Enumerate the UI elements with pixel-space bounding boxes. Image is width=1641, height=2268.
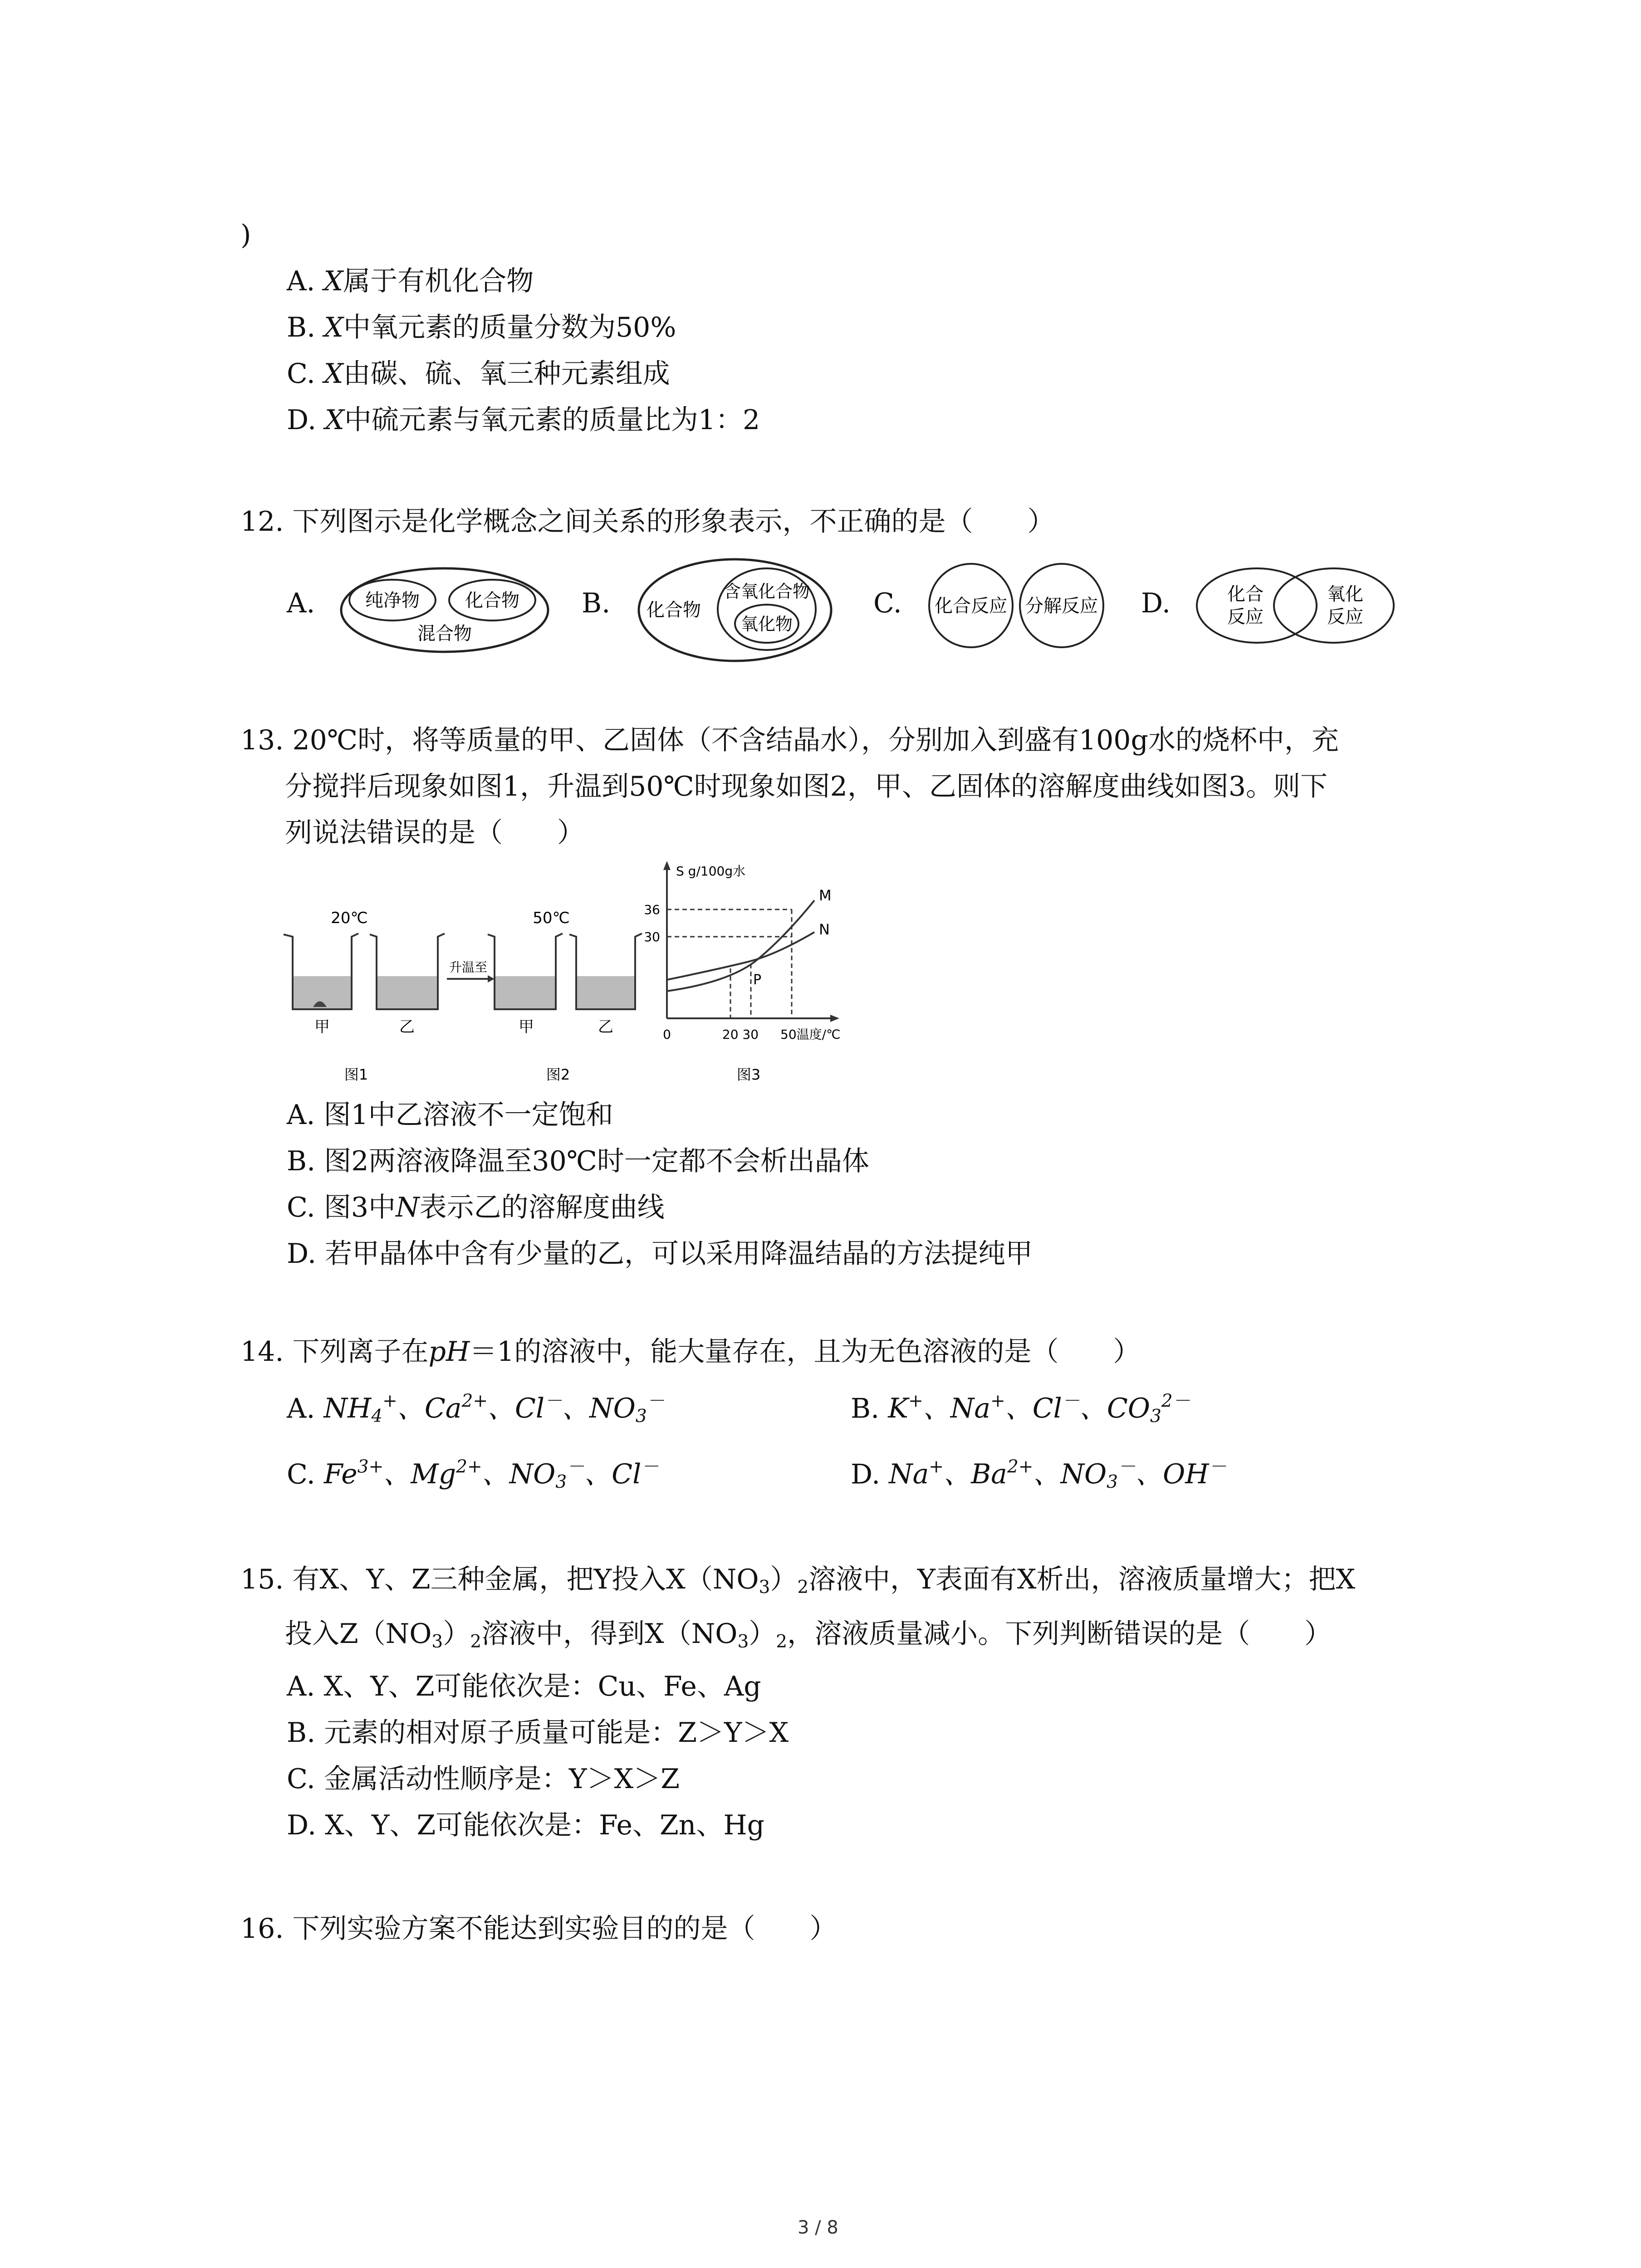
q13-option-b[interactable] — [287, 1143, 869, 1179]
var-n: N — [396, 1192, 420, 1223]
arrow-head — [488, 975, 495, 982]
ion-list: K+、Na+、Cl－、$CO_3^{2-}$ — [888, 1391, 1190, 1427]
var-x: X — [324, 312, 343, 343]
q14-stem: 14. 下列离子在pH＝1的溶液中，能大量存在，且为无色溶液的是（ ） — [240, 1336, 1141, 1368]
option-letter: A. — [287, 265, 315, 297]
q15-stem-line2: 投入$Z(NO_3)_2$溶液中，得到$X(NO_3)_2$，溶液质量减小。下列判断错误的是（ ） — [285, 1618, 1332, 1652]
q12-diagram-b — [635, 556, 835, 665]
q13-stem-line2: 分搅拌后现象如图1，升温到50℃时现象如图2，甲、乙固体的溶解度曲线如图3。则下 — [285, 771, 1327, 802]
q14-option-d[interactable] — [851, 1449, 1227, 1501]
var-x: X — [325, 404, 344, 436]
q14-option-b[interactable] — [851, 1383, 1190, 1435]
option-letter: B. — [851, 1393, 880, 1425]
label-mixture: 混合物 — [417, 623, 472, 644]
q12-option-a-letter[interactable]: A. — [287, 587, 315, 619]
q11-option-d[interactable] — [287, 402, 760, 438]
x-axis-arrow — [830, 1015, 839, 1022]
q14-option-a[interactable] — [287, 1383, 665, 1435]
label-decomposition-reaction: 分解反应 — [1025, 596, 1098, 616]
q12-diagram-a — [338, 565, 551, 655]
q12-stem: 12. 下列图示是化学概念之间关系的形象表示，不正确的是（ ） — [240, 506, 1055, 538]
q11-option-c[interactable] — [287, 356, 670, 392]
option-text: 元素的相对原子质量可能是：Z＞Y＞X — [324, 1717, 789, 1749]
option-text: 中氧元素的质量分数为50% — [343, 312, 676, 343]
label-jia: 甲 — [314, 1018, 330, 1036]
ion-list: $Fe^{3+}$、$Mg^{2+}$、$NO_3^-$、Cl－ — [323, 1457, 659, 1493]
var-x: X — [323, 358, 343, 390]
q13-option-d[interactable] — [287, 1236, 1033, 1272]
label-combination-reaction: 化合反应 — [935, 596, 1007, 616]
q15-option-a[interactable] — [287, 1668, 761, 1705]
option-letter: B. — [287, 312, 316, 343]
tick-36: 36 — [644, 902, 660, 917]
option-text: X、Y、Z可能依次是：Fe、Zn、Hg — [325, 1809, 765, 1841]
option-letter: A. — [287, 1099, 315, 1131]
q15-stem-line1: 15. 有X、Y、Z三种金属，把Y投入$X(NO_3)_2$溶液中，Y表面有X析出，溶液质量增大；把X — [240, 1564, 1356, 1598]
label-oxidation: 氧化 — [1327, 584, 1363, 605]
label-m: M — [819, 887, 832, 904]
option-text: 图3中 — [323, 1192, 396, 1223]
label-reaction: 反应 — [1227, 606, 1264, 627]
page-number: 3 / 8 — [798, 2217, 838, 2238]
q15-option-d[interactable] — [287, 1807, 764, 1843]
solubility-chart — [644, 861, 840, 1083]
label-heat-arrow: 升温至 — [449, 960, 488, 975]
q11-option-b[interactable] — [287, 309, 676, 346]
q13-option-c[interactable] — [287, 1189, 665, 1226]
label-pure-substance: 纯净物 — [365, 590, 420, 611]
ion-list: $NH_4^+$、$Ca^{2+}$、Cl－、$NO_3^-$ — [323, 1391, 665, 1427]
label-combination: 化合 — [1227, 584, 1264, 605]
option-text: 金属活动性顺序是：Y＞X＞Z — [323, 1763, 680, 1795]
ion-list: Na+、$Ba^{2+}$、$NO_3^-$、OH－ — [889, 1457, 1227, 1493]
label-oxide: 氧化物 — [740, 614, 793, 634]
option-text: 图2两溶液降温至30℃时一定都不会析出晶体 — [324, 1145, 869, 1177]
q15-option-c[interactable] — [287, 1761, 680, 1797]
solution-yi-50 — [577, 976, 634, 1008]
label-oxygen-compound: 含氧化合物 — [723, 582, 810, 601]
q13-stem-line1: 13. 20℃时，将等质量的甲、乙固体（不含结晶水），分别加入到盛有100g水的烧杯中，充 — [240, 724, 1339, 756]
var-x: X — [323, 265, 343, 297]
label-fig2: 图2 — [546, 1066, 570, 1083]
q13-stem-line3: 列说法错误的是（ ） — [285, 817, 584, 849]
q11-continuation: ) — [240, 219, 251, 251]
q13-option-a[interactable] — [287, 1097, 613, 1133]
option-letter: A. — [287, 1393, 315, 1425]
q14-option-c[interactable] — [287, 1449, 659, 1501]
q11-option-a[interactable] — [287, 263, 534, 299]
q12-diagram-c — [926, 560, 1107, 651]
label-fig1: 图1 — [344, 1066, 368, 1083]
option-text: 表示乙的溶解度曲线 — [419, 1192, 665, 1223]
label-reaction: 反应 — [1327, 606, 1363, 627]
option-text: 由碳、硫、氧三种元素组成 — [343, 358, 670, 390]
label-temp-20: 20℃ — [331, 909, 368, 927]
solution-jia-50 — [495, 976, 555, 1008]
option-letter: B. — [287, 1145, 316, 1177]
label-jia: 甲 — [519, 1018, 534, 1036]
tick-30: 30 — [644, 929, 660, 944]
label-compound: 化合物 — [465, 590, 519, 611]
option-text: 中硫元素与氧元素的质量比为1：2 — [344, 404, 760, 436]
label-fig3: 图3 — [736, 1066, 761, 1083]
option-letter: C. — [287, 1458, 315, 1491]
q15-option-b[interactable] — [287, 1715, 789, 1751]
label-yi: 乙 — [399, 1018, 415, 1036]
q16-stem: 16. 下列实验方案不能达到实验目的的是（ ） — [240, 1913, 837, 1945]
option-letter: C. — [287, 1192, 315, 1223]
tick-20-30: 20 30 — [722, 1027, 759, 1042]
option-letter: D. — [287, 1809, 317, 1841]
q12-option-b-letter[interactable]: B. — [582, 587, 611, 619]
label-yi: 乙 — [598, 1018, 613, 1036]
option-letter: D. — [287, 1238, 317, 1270]
tick-0: 0 — [663, 1027, 671, 1042]
option-text: X、Y、Z可能依次是：Cu、Fe、Ag — [323, 1671, 761, 1702]
solution-yi-20 — [377, 976, 437, 1008]
option-letter: D. — [287, 404, 317, 436]
q12-diagram-d — [1193, 565, 1397, 646]
q13-figures — [277, 857, 844, 1093]
q12-option-c-letter[interactable]: C. — [873, 587, 902, 619]
option-letter: C. — [287, 1763, 315, 1795]
label-compound: 化合物 — [647, 600, 701, 621]
q12-option-d-letter[interactable]: D. — [1141, 587, 1171, 619]
label-p: P — [753, 972, 762, 988]
option-text: 若甲晶体中含有少量的乙，可以采用降温结晶的方法提纯甲 — [325, 1238, 1033, 1270]
option-letter: A. — [287, 1671, 315, 1702]
label-n: N — [819, 921, 830, 938]
option-letter: D. — [851, 1458, 881, 1491]
y-axis-label: S g/100g水 — [676, 864, 746, 879]
option-letter: C. — [287, 358, 315, 390]
option-text: 图1中乙溶液不一定饱和 — [323, 1099, 613, 1131]
option-text: 属于有机化合物 — [343, 265, 534, 297]
y-axis-arrow — [663, 861, 671, 870]
option-letter: B. — [287, 1717, 316, 1749]
label-temp-50: 50℃ — [533, 909, 570, 927]
x-axis-label: 50温度/℃ — [780, 1027, 841, 1042]
